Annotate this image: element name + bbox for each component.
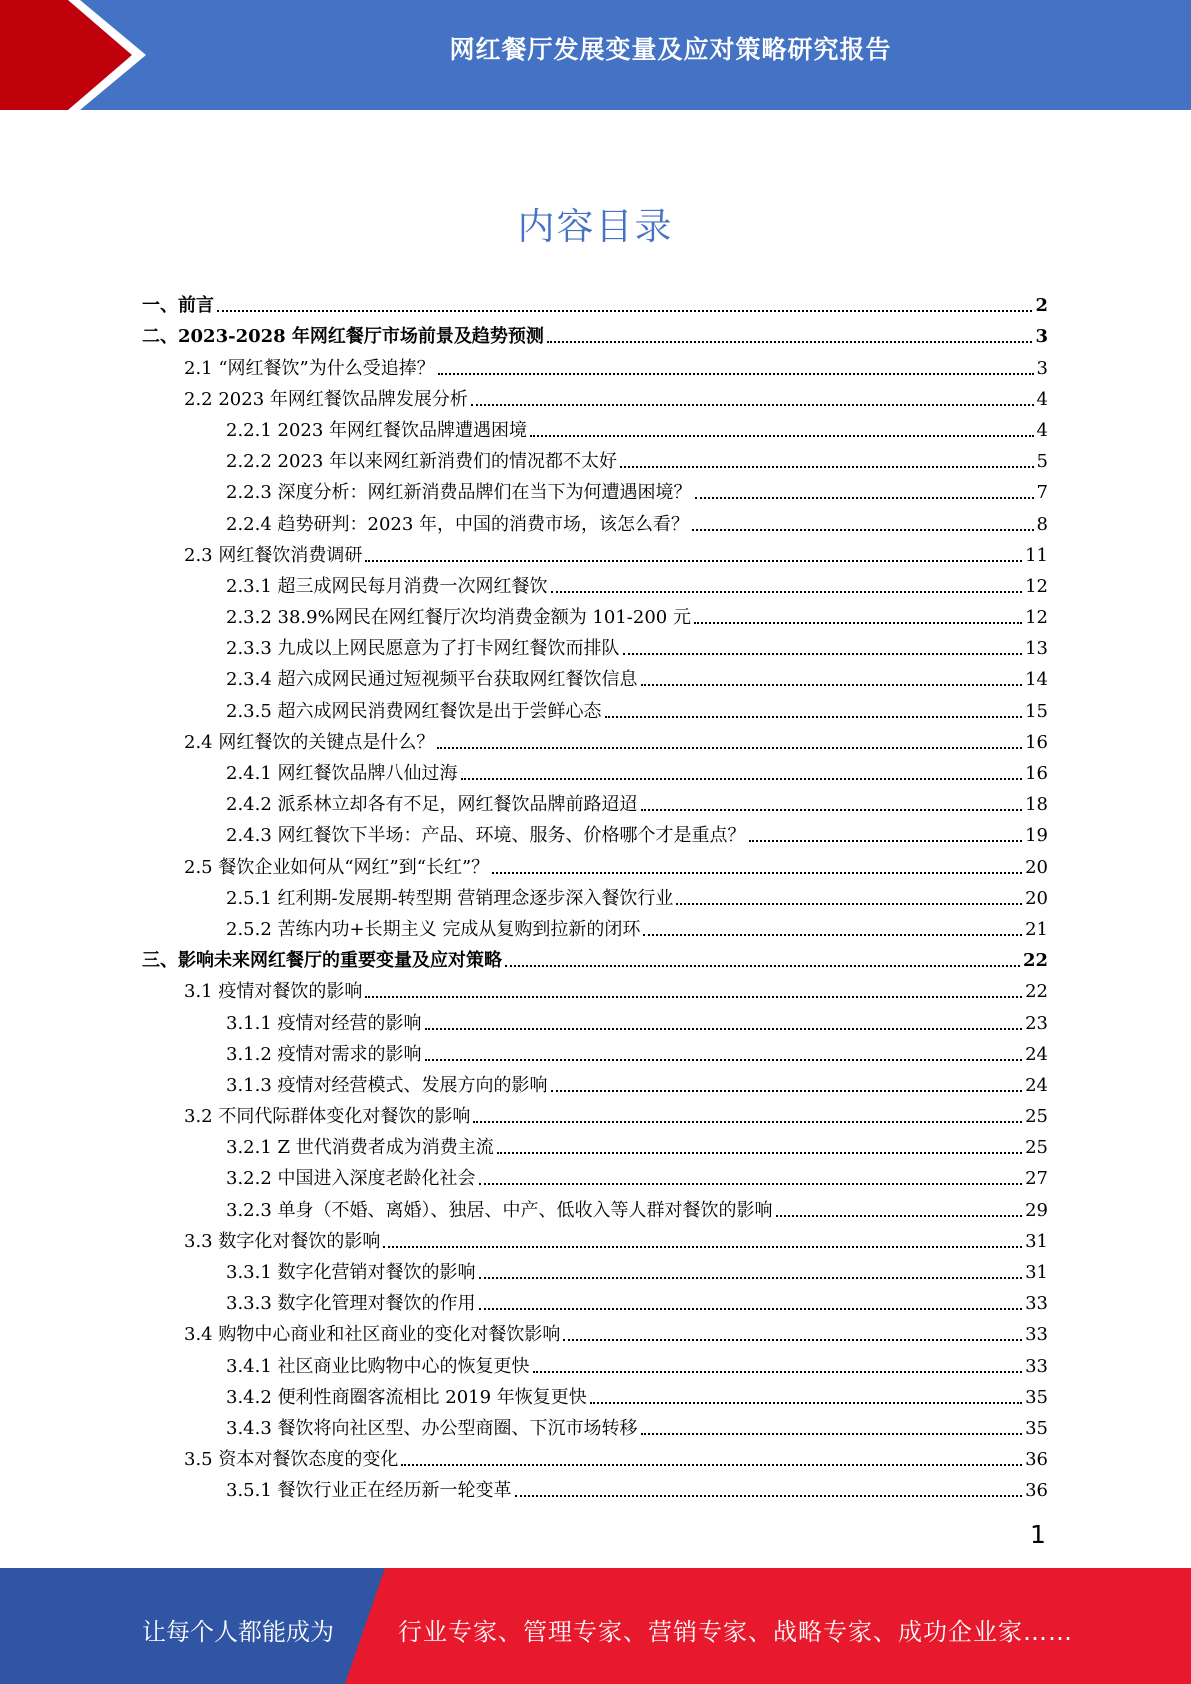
toc-leader-dots xyxy=(217,310,1032,312)
toc-entry-label: 2.2.2 2023 年以来网红新消费们的情况都不太好 xyxy=(226,451,618,473)
toc-entry-label: 2.4.3 网红餐饮下半场：产品、环境、服务、价格哪个才是重点？ xyxy=(226,825,746,847)
toc-entry[interactable] xyxy=(142,317,1048,348)
toc-entry-label: 2.3 网红餐饮消费调研 xyxy=(184,544,363,566)
toc-entry-label: 3.1.2 疫情对需求的影响 xyxy=(226,1043,422,1065)
toc-entry[interactable] xyxy=(142,442,1048,473)
footer-right-text: 行业专家、管理专家、营销专家、战略专家、成功企业家…… xyxy=(398,1618,1073,1646)
toc-leader-dots xyxy=(383,1246,1022,1248)
toc-entry-label: 3.1.3 疫情对经营模式、发展方向的影响 xyxy=(226,1074,548,1096)
toc-entry[interactable] xyxy=(142,1066,1048,1097)
toc-entry-page: 5 xyxy=(1036,451,1048,473)
toc-leader-dots xyxy=(749,840,1023,842)
toc-entry[interactable] xyxy=(142,1003,1048,1034)
toc-entry-page: 16 xyxy=(1025,763,1048,784)
toc-leader-dots xyxy=(365,996,1022,998)
toc-entry[interactable] xyxy=(142,1440,1048,1471)
toc-leader-dots xyxy=(563,1339,1022,1341)
toc-leader-dots xyxy=(492,872,1022,874)
toc-entry[interactable] xyxy=(142,941,1048,972)
toc-entry[interactable] xyxy=(142,1471,1048,1502)
toc-entry-label: 3.1.1 疫情对经营的影响 xyxy=(226,1012,422,1034)
toc-leader-dots xyxy=(692,529,1033,531)
toc-entry-page: 35 xyxy=(1025,1386,1048,1408)
toc-entry-label: 二、2023-2028 年网红餐厅市场前景及趋势预测 xyxy=(142,326,544,348)
toc-entry-page: 33 xyxy=(1025,1355,1048,1377)
toc-leader-dots xyxy=(461,778,1023,780)
toc-entry[interactable] xyxy=(142,629,1048,660)
toc-entry-label: 3.2 不同代际群体变化对餐饮的影响 xyxy=(184,1106,471,1128)
toc-leader-dots xyxy=(590,1402,1022,1404)
toc-entry[interactable] xyxy=(142,1097,1048,1128)
toc-entry-page: 22 xyxy=(1025,981,1048,1003)
toc-entry-label: 2.4.2 派系林立却各有不足，网红餐饮品牌前路迢迢 xyxy=(226,794,638,816)
toc-leader-dots xyxy=(515,1495,1023,1497)
toc-entry[interactable] xyxy=(142,380,1048,411)
toc-entry[interactable] xyxy=(142,879,1048,910)
toc-entry-page: 12 xyxy=(1025,607,1048,629)
toc-leader-dots xyxy=(530,435,1033,437)
toc-entry-page: 2 xyxy=(1035,295,1048,317)
header-title: 网红餐厅发展变量及应对策略研究报告 xyxy=(449,35,892,64)
toc-leader-dots xyxy=(438,373,1034,375)
toc-entry-page: 22 xyxy=(1022,950,1048,972)
toc-entry-label: 2.5 餐饮企业如何从“网红”到“长红”？ xyxy=(184,856,490,878)
toc-leader-dots xyxy=(641,684,1023,686)
toc-entry-label: 三、影响未来网红餐厅的重要变量及应对策略 xyxy=(142,950,502,972)
toc-entry-label: 2.5.2 苦练内功+长期主义 完成从复购到拉新的闭环 xyxy=(226,918,641,940)
toc-entry-page: 23 xyxy=(1025,1012,1048,1034)
toc-entry-label: 3.5 资本对餐饮态度的变化 xyxy=(184,1449,399,1471)
toc-entry-label: 3.4.2 便利性商圈客流相比 2019 年恢复更快 xyxy=(226,1386,587,1408)
toc-entry-page: 4 xyxy=(1036,419,1048,441)
toc-entry-page: 33 xyxy=(1025,1293,1048,1315)
toc-entry[interactable] xyxy=(142,1159,1048,1190)
toc-entry-label: 3.3 数字化对餐饮的影响 xyxy=(184,1230,381,1252)
toc-entry-page: 25 xyxy=(1025,1106,1048,1128)
toc-entry[interactable] xyxy=(142,1222,1048,1253)
toc-entry-label: 2.4.1 网红餐饮品牌八仙过海 xyxy=(226,763,458,784)
toc-entry-label: 2.3.3 九成以上网民愿意为了打卡网红餐饮而排队 xyxy=(226,638,620,660)
page-footer xyxy=(0,1568,1191,1684)
toc-entry-page: 31 xyxy=(1025,1262,1048,1283)
toc-entry-label: 2.4 网红餐饮的关键点是什么？ xyxy=(184,731,435,753)
toc-leader-dots xyxy=(676,903,1022,905)
toc-entry-page: 3 xyxy=(1036,357,1048,379)
toc-entry-label: 2.2 2023 年网红餐饮品牌发展分析 xyxy=(184,388,468,410)
toc-title: 内容目录 xyxy=(517,205,674,248)
toc-entry-page: 36 xyxy=(1025,1480,1048,1502)
toc-leader-dots xyxy=(425,1059,1023,1061)
toc-entry-page: 24 xyxy=(1025,1043,1048,1065)
toc-entry[interactable] xyxy=(142,785,1048,816)
toc-entry[interactable] xyxy=(142,1190,1048,1221)
toc-entry-label: 2.1 “网红餐饮”为什么受追捧？ xyxy=(184,357,435,379)
toc-entry[interactable] xyxy=(142,286,1048,317)
toc-entry-label: 3.4 购物中心商业和社区商业的变化对餐饮影响 xyxy=(184,1324,561,1346)
toc-entry-page: 27 xyxy=(1025,1168,1048,1190)
toc-entry[interactable] xyxy=(142,1409,1048,1440)
page-number: 1 xyxy=(1030,1520,1046,1549)
toc-entry-page: 19 xyxy=(1025,825,1048,847)
toc-entry-page: 25 xyxy=(1025,1137,1048,1159)
toc-entry[interactable] xyxy=(142,1346,1048,1377)
toc-entry[interactable] xyxy=(142,723,1048,754)
header-arrow-decoration xyxy=(0,0,160,110)
footer-left-text: 让每个人都能成为 xyxy=(142,1618,334,1646)
toc-leader-dots xyxy=(533,1371,1023,1373)
toc-entry-page: 33 xyxy=(1025,1324,1048,1346)
toc-entry-page: 12 xyxy=(1025,575,1048,597)
toc-leader-dots xyxy=(479,1277,1023,1279)
toc-entry-page: 20 xyxy=(1025,856,1048,878)
toc-leader-dots xyxy=(479,1183,1023,1185)
toc-leader-dots xyxy=(694,622,1022,624)
toc-leader-dots xyxy=(643,934,1022,936)
toc-leader-dots xyxy=(605,716,1023,718)
toc-entry[interactable] xyxy=(142,1284,1048,1315)
toc-entry[interactable] xyxy=(142,1315,1048,1346)
toc-leader-dots xyxy=(365,560,1022,562)
toc-entry[interactable] xyxy=(142,1035,1048,1066)
toc-entry-page: 21 xyxy=(1025,918,1048,940)
toc-entry[interactable] xyxy=(142,598,1048,629)
toc-entry-page: 20 xyxy=(1025,887,1048,909)
toc-entry-label: 2.3.4 超六成网民通过短视频平台获取网红餐饮信息 xyxy=(226,669,638,691)
toc-entry-label: 3.5.1 餐饮行业正在经历新一轮变革 xyxy=(226,1480,512,1502)
toc-leader-dots xyxy=(776,1215,1023,1217)
toc-entry-label: 2.2.3 深度分析：网红新消费品牌们在当下为何遭遇困境？ xyxy=(226,482,692,504)
toc-entry-label: 3.2.2 中国进入深度老龄化社会 xyxy=(226,1168,476,1190)
toc-leader-dots xyxy=(551,591,1023,593)
page-header xyxy=(0,0,1191,110)
toc-leader-dots xyxy=(641,1433,1023,1435)
toc-entry-label: 2.2.4 趋势研判：2023 年，中国的消费市场，该怎么看？ xyxy=(226,513,690,535)
toc-entry[interactable] xyxy=(142,847,1048,878)
toc-leader-dots xyxy=(437,747,1022,749)
toc-entry-page: 7 xyxy=(1036,482,1048,504)
toc-entry[interactable] xyxy=(142,754,1048,785)
toc-entry-page: 24 xyxy=(1025,1074,1048,1096)
toc-leader-dots xyxy=(505,965,1020,967)
toc-entry[interactable] xyxy=(142,660,1048,691)
toc-leader-dots xyxy=(695,497,1034,499)
toc-entry[interactable] xyxy=(142,504,1048,535)
toc-entry-page: 29 xyxy=(1025,1199,1048,1221)
toc-leader-dots xyxy=(471,404,1034,406)
toc-entry-page: 8 xyxy=(1036,513,1048,535)
toc-leader-dots xyxy=(551,1090,1023,1092)
toc-entry-page: 35 xyxy=(1025,1417,1048,1439)
toc-leader-dots xyxy=(547,341,1033,343)
toc-entry[interactable] xyxy=(142,536,1048,567)
toc-entry-label: 2.2.1 2023 年网红餐饮品牌遭遇困境 xyxy=(226,419,528,441)
toc-entry-label: 3.2.3 单身（不婚、离婚）、独居、中产、低收入等人群对餐饮的影响 xyxy=(226,1199,773,1221)
toc-leader-dots xyxy=(641,809,1023,811)
toc-entry-page: 36 xyxy=(1025,1449,1048,1471)
toc-entry-page: 14 xyxy=(1025,669,1048,691)
toc-entry-label: 3.4.3 餐饮将向社区型、办公型商圈、下沉市场转移 xyxy=(226,1417,638,1439)
toc-entry-label: 3.1 疫情对餐饮的影响 xyxy=(184,981,363,1003)
toc-leader-dots xyxy=(497,1152,1022,1154)
toc-entry-label: 3.3.1 数字化营销对餐饮的影响 xyxy=(226,1262,476,1283)
toc-entry-page: 15 xyxy=(1025,700,1048,722)
toc-entry[interactable] xyxy=(142,910,1048,941)
toc-entry[interactable] xyxy=(142,972,1048,1003)
toc-entry[interactable] xyxy=(142,411,1048,442)
toc-entry[interactable] xyxy=(142,348,1048,379)
toc-entry-page: 3 xyxy=(1035,326,1048,348)
toc-entry-page: 18 xyxy=(1025,794,1048,816)
toc-leader-dots xyxy=(425,1028,1023,1030)
toc-leader-dots xyxy=(620,466,1033,468)
toc-entry-page: 16 xyxy=(1025,731,1048,753)
toc-entry[interactable] xyxy=(142,816,1048,847)
toc-leader-dots xyxy=(623,653,1023,655)
toc-leader-dots xyxy=(473,1121,1022,1123)
toc-entry-page: 31 xyxy=(1025,1230,1048,1252)
toc-entry-label: 一、前言 xyxy=(142,295,214,317)
toc-entry-page: 11 xyxy=(1025,544,1048,566)
toc-entry[interactable] xyxy=(142,1378,1048,1409)
toc-leader-dots xyxy=(479,1308,1023,1310)
toc-leader-dots xyxy=(401,1464,1022,1466)
toc-entry-label: 3.3.3 数字化管理对餐饮的作用 xyxy=(226,1293,476,1315)
toc-entry[interactable] xyxy=(142,567,1048,598)
table-of-contents xyxy=(142,286,1048,1502)
toc-entry[interactable] xyxy=(142,1253,1048,1284)
toc-entry[interactable] xyxy=(142,1128,1048,1159)
toc-entry-page: 13 xyxy=(1025,638,1048,660)
toc-entry-label: 2.3.1 超三成网民每月消费一次网红餐饮 xyxy=(226,575,548,597)
toc-entry-label: 2.3.2 38.9%网民在网红餐厅次均消费金额为 101-200 元 xyxy=(226,607,691,629)
toc-entry-label: 2.5.1 红利期-发展期-转型期 营销理念逐步深入餐饮行业 xyxy=(226,887,674,909)
toc-entry-page: 4 xyxy=(1036,388,1048,410)
toc-entry-label: 3.4.1 社区商业比购物中心的恢复更快 xyxy=(226,1355,530,1377)
toc-entry[interactable] xyxy=(142,473,1048,504)
toc-entry[interactable] xyxy=(142,691,1048,722)
toc-entry-label: 3.2.1 Z 世代消费者成为消费主流 xyxy=(226,1137,494,1159)
toc-entry-label: 2.3.5 超六成网民消费网红餐饮是出于尝鲜心态 xyxy=(226,700,602,722)
